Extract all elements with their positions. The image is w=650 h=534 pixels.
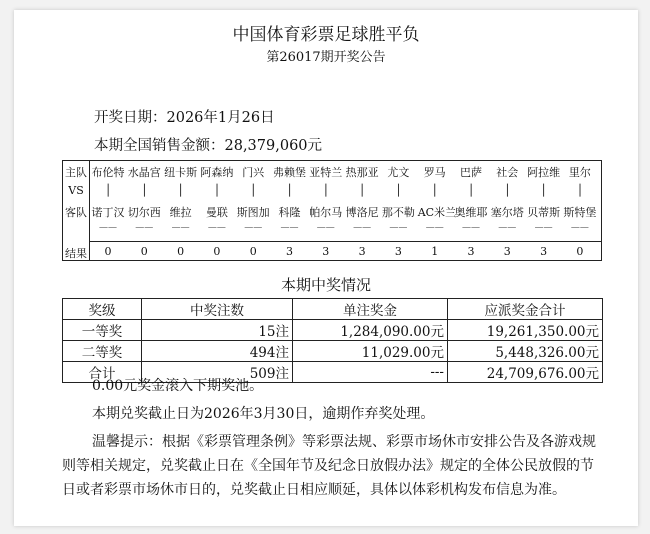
vs-mark: │ bbox=[286, 184, 293, 197]
home-team: 弗赖堡 bbox=[273, 166, 306, 179]
column-header: 应派奖金合计 bbox=[448, 299, 603, 320]
page-title: 中国体育彩票足球胜平负 bbox=[232, 25, 420, 45]
total-prize: 19,261,350.00元 bbox=[448, 320, 603, 341]
match-result: 1 bbox=[431, 245, 439, 258]
match-column bbox=[127, 161, 161, 260]
vs-mark: │ bbox=[503, 184, 511, 197]
match-column bbox=[563, 161, 597, 260]
home-team: 社会 bbox=[496, 166, 519, 179]
sales-amount: 本期全国销售金额：28,379,060元 bbox=[94, 138, 323, 154]
vs-mark: │ bbox=[140, 184, 148, 197]
prize-section-title: 本期中奖情况 bbox=[280, 276, 371, 294]
vs-mark: │ bbox=[395, 184, 402, 197]
match-dash: —— bbox=[135, 223, 154, 233]
vs-mark: │ bbox=[431, 184, 438, 197]
column-header: 奖级 bbox=[63, 299, 142, 320]
match-result: 0 bbox=[104, 245, 112, 258]
match-dash: —— bbox=[171, 223, 190, 233]
match-column bbox=[527, 161, 561, 260]
away-team: 维拉 bbox=[169, 206, 192, 219]
home-team: 亚特兰 bbox=[309, 166, 343, 179]
single-prize: 1,284,090.00元 bbox=[293, 320, 448, 341]
match-result: 3 bbox=[394, 245, 402, 258]
match-column bbox=[454, 161, 488, 260]
match-dash: —— bbox=[570, 223, 589, 233]
home-team: 阿森纳 bbox=[200, 166, 234, 179]
home-team: 热那亚 bbox=[345, 166, 379, 179]
vs-mark: │ bbox=[213, 184, 221, 197]
away-team: 贝蒂斯 bbox=[527, 206, 561, 219]
away-team: AC米兰 bbox=[417, 206, 457, 219]
match-result: 0 bbox=[177, 245, 185, 258]
away-team-label: 客队 bbox=[65, 206, 87, 219]
away-team: 斯图加 bbox=[236, 206, 270, 219]
match-dash: —— bbox=[353, 223, 372, 233]
home-team: 纽卡斯 bbox=[164, 166, 198, 179]
vs-mark: │ bbox=[540, 184, 547, 197]
away-team: 那不勒 bbox=[381, 206, 415, 219]
match-result: 0 bbox=[140, 245, 148, 258]
column-header: 中奖注数 bbox=[142, 299, 293, 320]
match-result: 3 bbox=[358, 245, 366, 258]
away-team: 博洛尼 bbox=[345, 206, 379, 219]
match-result: 3 bbox=[503, 245, 511, 258]
total-prize: 24,709,676.00元 bbox=[448, 362, 603, 383]
prize-level: 二等奖 bbox=[63, 341, 142, 362]
match-result: 3 bbox=[540, 245, 548, 258]
match-dash: —— bbox=[462, 223, 480, 233]
match-result: 3 bbox=[286, 245, 293, 258]
away-team: 科隆 bbox=[278, 206, 301, 219]
match-result: 0 bbox=[249, 245, 257, 258]
draw-date: 开奖日期：2026年1月26日 bbox=[94, 110, 275, 126]
home-team: 罗马 bbox=[423, 166, 446, 179]
tip-note: 温馨提示：根据《彩票管理条例》等彩票法规、彩票市场休市安排公告及各游戏规则等相关规定，兑奖截止日在《全国年节及纪念日放假办法》规定的全体公民放假的节日或者彩票市场休市日的，兑奖截止日相应顺延，具体以体彩机构发布信息为准。 bbox=[62, 434, 596, 498]
vs-mark: │ bbox=[104, 184, 112, 197]
vs-mark: │ bbox=[322, 184, 330, 197]
vs-mark: │ bbox=[249, 184, 257, 197]
away-team: 奥维耶 bbox=[454, 206, 488, 219]
match-dash: —— bbox=[389, 223, 408, 233]
home-team: 里尔 bbox=[568, 166, 591, 179]
prize-table bbox=[62, 298, 603, 383]
match-dash: —— bbox=[207, 223, 226, 233]
rollover-note: 0.00元奖金滚入下期奖池。 bbox=[92, 378, 264, 394]
home-team: 门兴 bbox=[242, 166, 265, 179]
home-team: 水晶宫 bbox=[127, 166, 161, 179]
match-dash: —— bbox=[534, 223, 553, 233]
vs-mark: │ bbox=[576, 184, 584, 197]
match-dash: —— bbox=[425, 223, 444, 233]
home-team: 尤文 bbox=[387, 166, 410, 179]
match-column bbox=[273, 161, 307, 260]
match-dash: —— bbox=[316, 223, 335, 233]
away-team: 塞尔塔 bbox=[490, 206, 524, 219]
match-column bbox=[236, 161, 270, 260]
home-team: 阿拉维 bbox=[527, 166, 561, 179]
away-team: 切尔西 bbox=[127, 206, 161, 219]
match-result: 0 bbox=[576, 245, 584, 258]
match-column bbox=[164, 161, 198, 260]
single-prize: 11,029.00元 bbox=[293, 341, 448, 362]
away-team: 帕尔马 bbox=[309, 206, 343, 219]
match-column bbox=[200, 161, 234, 260]
match-result: 3 bbox=[322, 245, 330, 258]
match-result: 3 bbox=[467, 245, 475, 258]
total-prize: 5,448,326.00元 bbox=[448, 341, 603, 362]
column-header: 单注奖金 bbox=[293, 299, 448, 320]
match-dash: —— bbox=[280, 223, 299, 233]
single-prize: --- bbox=[293, 362, 448, 383]
match-table-header bbox=[63, 161, 90, 260]
match-column bbox=[309, 161, 343, 260]
away-team: 曼联 bbox=[205, 206, 228, 219]
result-label: 结果 bbox=[65, 247, 87, 260]
match-column bbox=[417, 161, 457, 260]
home-team: 巴萨 bbox=[460, 166, 482, 179]
prize-table-header bbox=[63, 299, 603, 320]
vs-mark: │ bbox=[467, 184, 475, 197]
prize-level: 合计 bbox=[63, 362, 142, 383]
match-column bbox=[345, 161, 379, 260]
match-column bbox=[91, 161, 125, 260]
match-dash: —— bbox=[244, 223, 263, 233]
vs-mark: │ bbox=[177, 184, 184, 197]
deadline-note: 本期兑奖截止日为2026年3月30日，逾期作弃奖处理。 bbox=[92, 406, 435, 422]
away-team: 诺丁汉 bbox=[91, 206, 125, 219]
home-team: 布伦特 bbox=[91, 166, 125, 179]
match-dash: —— bbox=[99, 223, 117, 233]
vs-mark: │ bbox=[358, 184, 366, 197]
prize-level: 一等奖 bbox=[63, 320, 142, 341]
home-team-label: 主队 bbox=[65, 166, 87, 179]
match-column bbox=[381, 161, 415, 260]
vs-label: VS bbox=[68, 184, 84, 197]
table-row bbox=[63, 320, 603, 341]
match-table bbox=[62, 160, 602, 261]
winner-count: 15注 bbox=[142, 320, 293, 341]
page-subtitle: 第26017期开奖公告 bbox=[266, 50, 386, 65]
winner-count: 509注 bbox=[142, 362, 293, 383]
match-column bbox=[490, 161, 524, 260]
table-row bbox=[63, 341, 603, 362]
match-result: 0 bbox=[213, 245, 221, 258]
away-team: 斯特堡 bbox=[563, 206, 597, 219]
winner-count: 494注 bbox=[142, 341, 293, 362]
match-dash: —— bbox=[498, 223, 517, 233]
announcement-sheet bbox=[14, 10, 638, 526]
